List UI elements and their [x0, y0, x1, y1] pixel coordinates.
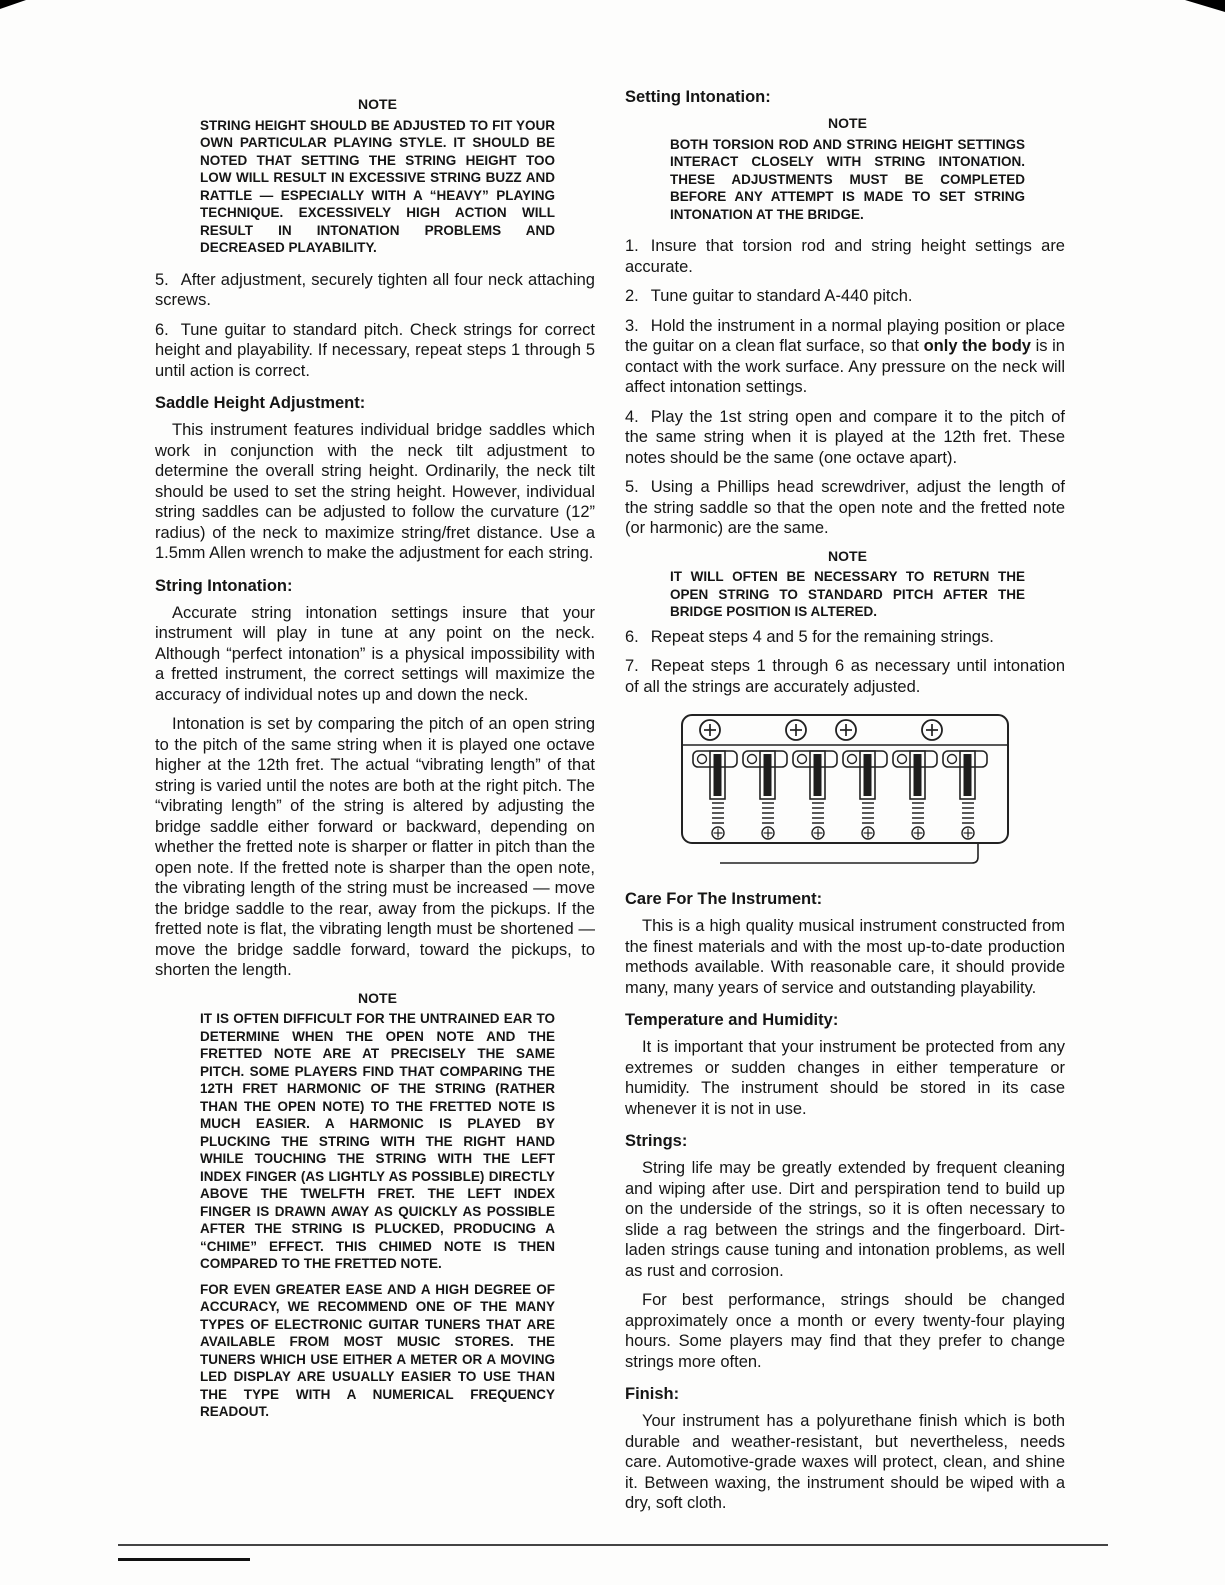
step-number: 6.: [155, 320, 169, 339]
intonation-step-6: [625, 627, 1065, 648]
note-harmonic-tuning: [200, 990, 555, 1421]
step-number: 6.: [625, 627, 639, 646]
step-text: Insure that torsion rod and string height settings are accurate.: [625, 237, 1065, 276]
bridge-saddle-diagram-icon: [680, 713, 1010, 871]
footer-rule: [118, 1544, 1108, 1546]
step-text: After adjustment, securely tighten all four neck attaching screws.: [155, 270, 595, 309]
finish-paragraph: Your instrument has a polyurethane finish which is both durable and weather-resistant, but nevertheless, needs care. Automotive-grade waxes will protect, clean, and shine it. Between waxing, the instrument should be wiped with a dry, soft cloth.: [625, 1412, 1065, 1512]
step-text: Tune guitar to standard pitch. Check strings for correct height and playability. If necessary, repeat steps 1 through 5 until action is correct.: [155, 320, 595, 380]
intonation-step-3: [625, 316, 1065, 398]
note-body: BOTH TORSION ROD AND STRING HEIGHT SETTINGS INTERACT CLOSELY WITH STRING INTONATION. THESE ADJUSTMENTS MUST BE COMPLETED BEFORE ANY ATTEMPT IS MADE TO SET STRING INTONATION AT THE BRIDGE.: [670, 136, 1025, 222]
intonation-step-1: [625, 236, 1065, 277]
note-body: IT IS OFTEN DIFFICULT FOR THE UNTRAINED EAR TO DETERMINE WHEN THE OPEN NOTE AND THE FRETTED NOTE ARE AT PRECISELY THE SAME PITCH. SOME PLAYERS FIND THAT COMPARING THE 12TH FRET HARMONIC OF THE STRING (RATHER THAN THE OPEN NOTE) TO THE FRETTED NOTE IS MUCH EASIER. A HARMONIC IS PLAYED BY PLUCKING THE STRING WITH THE RIGHT HAND WHILE TOUCHING THE STRING WITH THE LEFT INDEX FINGER (AS LIGHTLY AS POSSIBLE) DIRECTLY ABOVE THE TWELFTH FRET. THE LEFT INDEX FINGER IS DRAWN AWAY AS QUICKLY AS POSSIBLE AFTER THE STRING IS PLUCKED, PRODUCING A “CHIME” EFFECT. THIS CHIMED NOTE IS THEN COMPARED TO THE FRETTED NOTE.: [200, 1011, 555, 1271]
intonation-step-5: [625, 477, 1065, 539]
left-column: [155, 88, 595, 1523]
note-torsion-rod: [670, 115, 1025, 223]
step-number: 5.: [625, 478, 639, 496]
string-intonation-heading: String Intonation:: [155, 576, 293, 595]
step-6-neck: [155, 320, 595, 382]
intonation-step-7: [625, 656, 1065, 697]
footer-rule-short: [118, 1558, 250, 1561]
string-intonation-paragraph-1: Accurate string intonation settings insure that your instrument will play in tune at any point on the neck. Although “perfect intonation” is a physical impossibility with a fretted instrument, the correct settings will maximize the accuracy of individual notes up and down the neck.: [155, 603, 595, 704]
step-text: Repeat steps 1 through 6 as necessary until intonation of all the strings are accurately adjusted.: [625, 657, 1065, 696]
step-number: 2.: [625, 287, 639, 305]
saddle-height-paragraph: This instrument features individual bridge saddles which work in conjunction with the neck tilt adjustment to determine the overall string height. Ordinarily, the neck tilt should be used to set the string height. However, individual string saddles can be adjusted to follow the curvature (12” radius) of the neck to maximize string/fret distance. Use a 1.5mm Allen wrench to make the adjustment for each string.: [155, 421, 595, 562]
note-body: IT WILL OFTEN BE NECESSARY TO RETURN THE OPEN STRING TO STANDARD PITCH AFTER THE BRIDGE POSITION IS ALTERED.: [670, 569, 1025, 619]
step-number: 1.: [625, 237, 639, 255]
string-intonation-paragraph-2: Intonation is set by comparing the pitch of an open string to the pitch of the same string when it is played one octave higher at the 12th fret. The actual “vibrating length” of that string is varied until the notes are both at the right pitch. The “vibrating length” of the string is altered by adjusting the bridge saddle either forward or backward, depending on whether the fretted note is sharper or flatter in pitch than the open note. If the fretted note is sharper than the open note, the vibrating length of the string must be increased — move the bridge saddle to the rear, away from the pickups. If the fretted note is flat, the vibrating length must be shortened — move the bridge saddle forward, toward the pickups, to shorten the length.: [155, 715, 595, 979]
step-text-emphasis: only the body: [923, 337, 1031, 355]
step-text: Play the 1st string open and compare it to the pitch of the same string when it is played at the 12th fret. These notes should be the same (one octave apart).: [625, 407, 1065, 467]
care-heading: Care For The Instrument:: [625, 890, 823, 908]
scan-corner-mark-left: [0, 0, 26, 9]
step-number: 4.: [625, 407, 639, 426]
step-number: 5.: [155, 270, 169, 289]
saddle-height-heading: Saddle Height Adjustment:: [155, 394, 366, 412]
step-text: Hold the instrument in a normal playing position or place the guitar on a clean flat surface, so that: [625, 316, 1065, 355]
step-text: Tune guitar to standard A-440 pitch.: [650, 287, 913, 305]
note-title: NOTE: [358, 989, 397, 1006]
strings-paragraph-1: String life may be greatly extended by frequent cleaning and wiping after use. Dirt and perspiration tend to build up on the underside of the strings, so it is often necessary to slide a rag between the strings and the fingerboard. Dirt-laden strings cause tuning and intonation problems, as well as rust and corrosion.: [625, 1159, 1065, 1280]
strings-heading: Strings:: [625, 1132, 688, 1150]
step-text: is in contact with the work surface. Any pressure on the neck will affect intonation settings.: [625, 337, 1065, 396]
finish-heading: Finish:: [625, 1385, 680, 1403]
right-column: [625, 88, 1065, 1523]
two-column-layout: [155, 88, 1065, 1523]
note-return-to-pitch: [670, 548, 1025, 621]
step-text: Repeat steps 4 and 5 for the remaining strings.: [650, 627, 994, 646]
step-text: Using a Phillips head screwdriver, adjust the length of the string saddle so that the open note and the fretted note (or harmonic) are the same.: [625, 478, 1065, 537]
temperature-humidity-heading: Temperature and Humidity:: [625, 1011, 839, 1029]
intonation-step-4: [625, 407, 1065, 469]
step-number: 7.: [625, 657, 639, 675]
note-title: NOTE: [828, 115, 867, 131]
bridge-diagram-container: [680, 713, 1010, 876]
care-paragraph: This is a high quality musical instrument constructed from the finest materials and with the most up-to-date production methods available. With reasonable care, it should provide many, many years of service and outstanding playability.: [625, 917, 1065, 997]
note-body: FOR EVEN GREATER EASE AND A HIGH DEGREE OF ACCURACY, WE RECOMMEND ONE OF THE MANY TYPES OF ELECTRONIC GUITAR TUNERS THAT ARE AVAILABLE FROM MOST MUSIC STORES. THE TUNERS WHICH USE EITHER A METER OR A MOVING LED DISPLAY ARE USUALLY EASIER TO USE THAN THE TYPE WITH A NUMERICAL FREQUENCY READOUT.: [200, 1281, 555, 1419]
note-title: NOTE: [358, 96, 397, 112]
scan-corner-mark-right: [1185, 0, 1225, 12]
step-number: 3.: [625, 316, 639, 335]
step-5-neck: [155, 270, 595, 311]
strings-paragraph-2: For best performance, strings should be changed approximately once a month or every twenty-four playing hours. Some players may find that they prefer to change strings more often.: [625, 1291, 1065, 1371]
note-string-height: [200, 96, 555, 257]
note-body: STRING HEIGHT SHOULD BE ADJUSTED TO FIT YOUR OWN PARTICULAR PLAYING STYLE. IT SHOULD BE NOTED THAT SETTING THE STRING HEIGHT TOO LOW WILL RESULT IN EXCESSIVE STRING BUZZ AND RATTLE — ESPECIALLY WITH A “HEAVY” PLAYING TECHNIQUE. EXCESSIVELY HIGH ACTION WILL RESULT IN INTONATION PROBLEMS AND DECREASED PLAYABILITY.: [200, 117, 555, 255]
note-title: NOTE: [828, 547, 867, 564]
temperature-humidity-paragraph: It is important that your instrument be protected from any extremes or sudden changes in either temperature or humidity. The instrument should be stored in its case whenever it is not in use.: [625, 1038, 1065, 1118]
setting-intonation-heading: Setting Intonation:: [625, 88, 771, 106]
intonation-step-2: [625, 286, 1065, 307]
